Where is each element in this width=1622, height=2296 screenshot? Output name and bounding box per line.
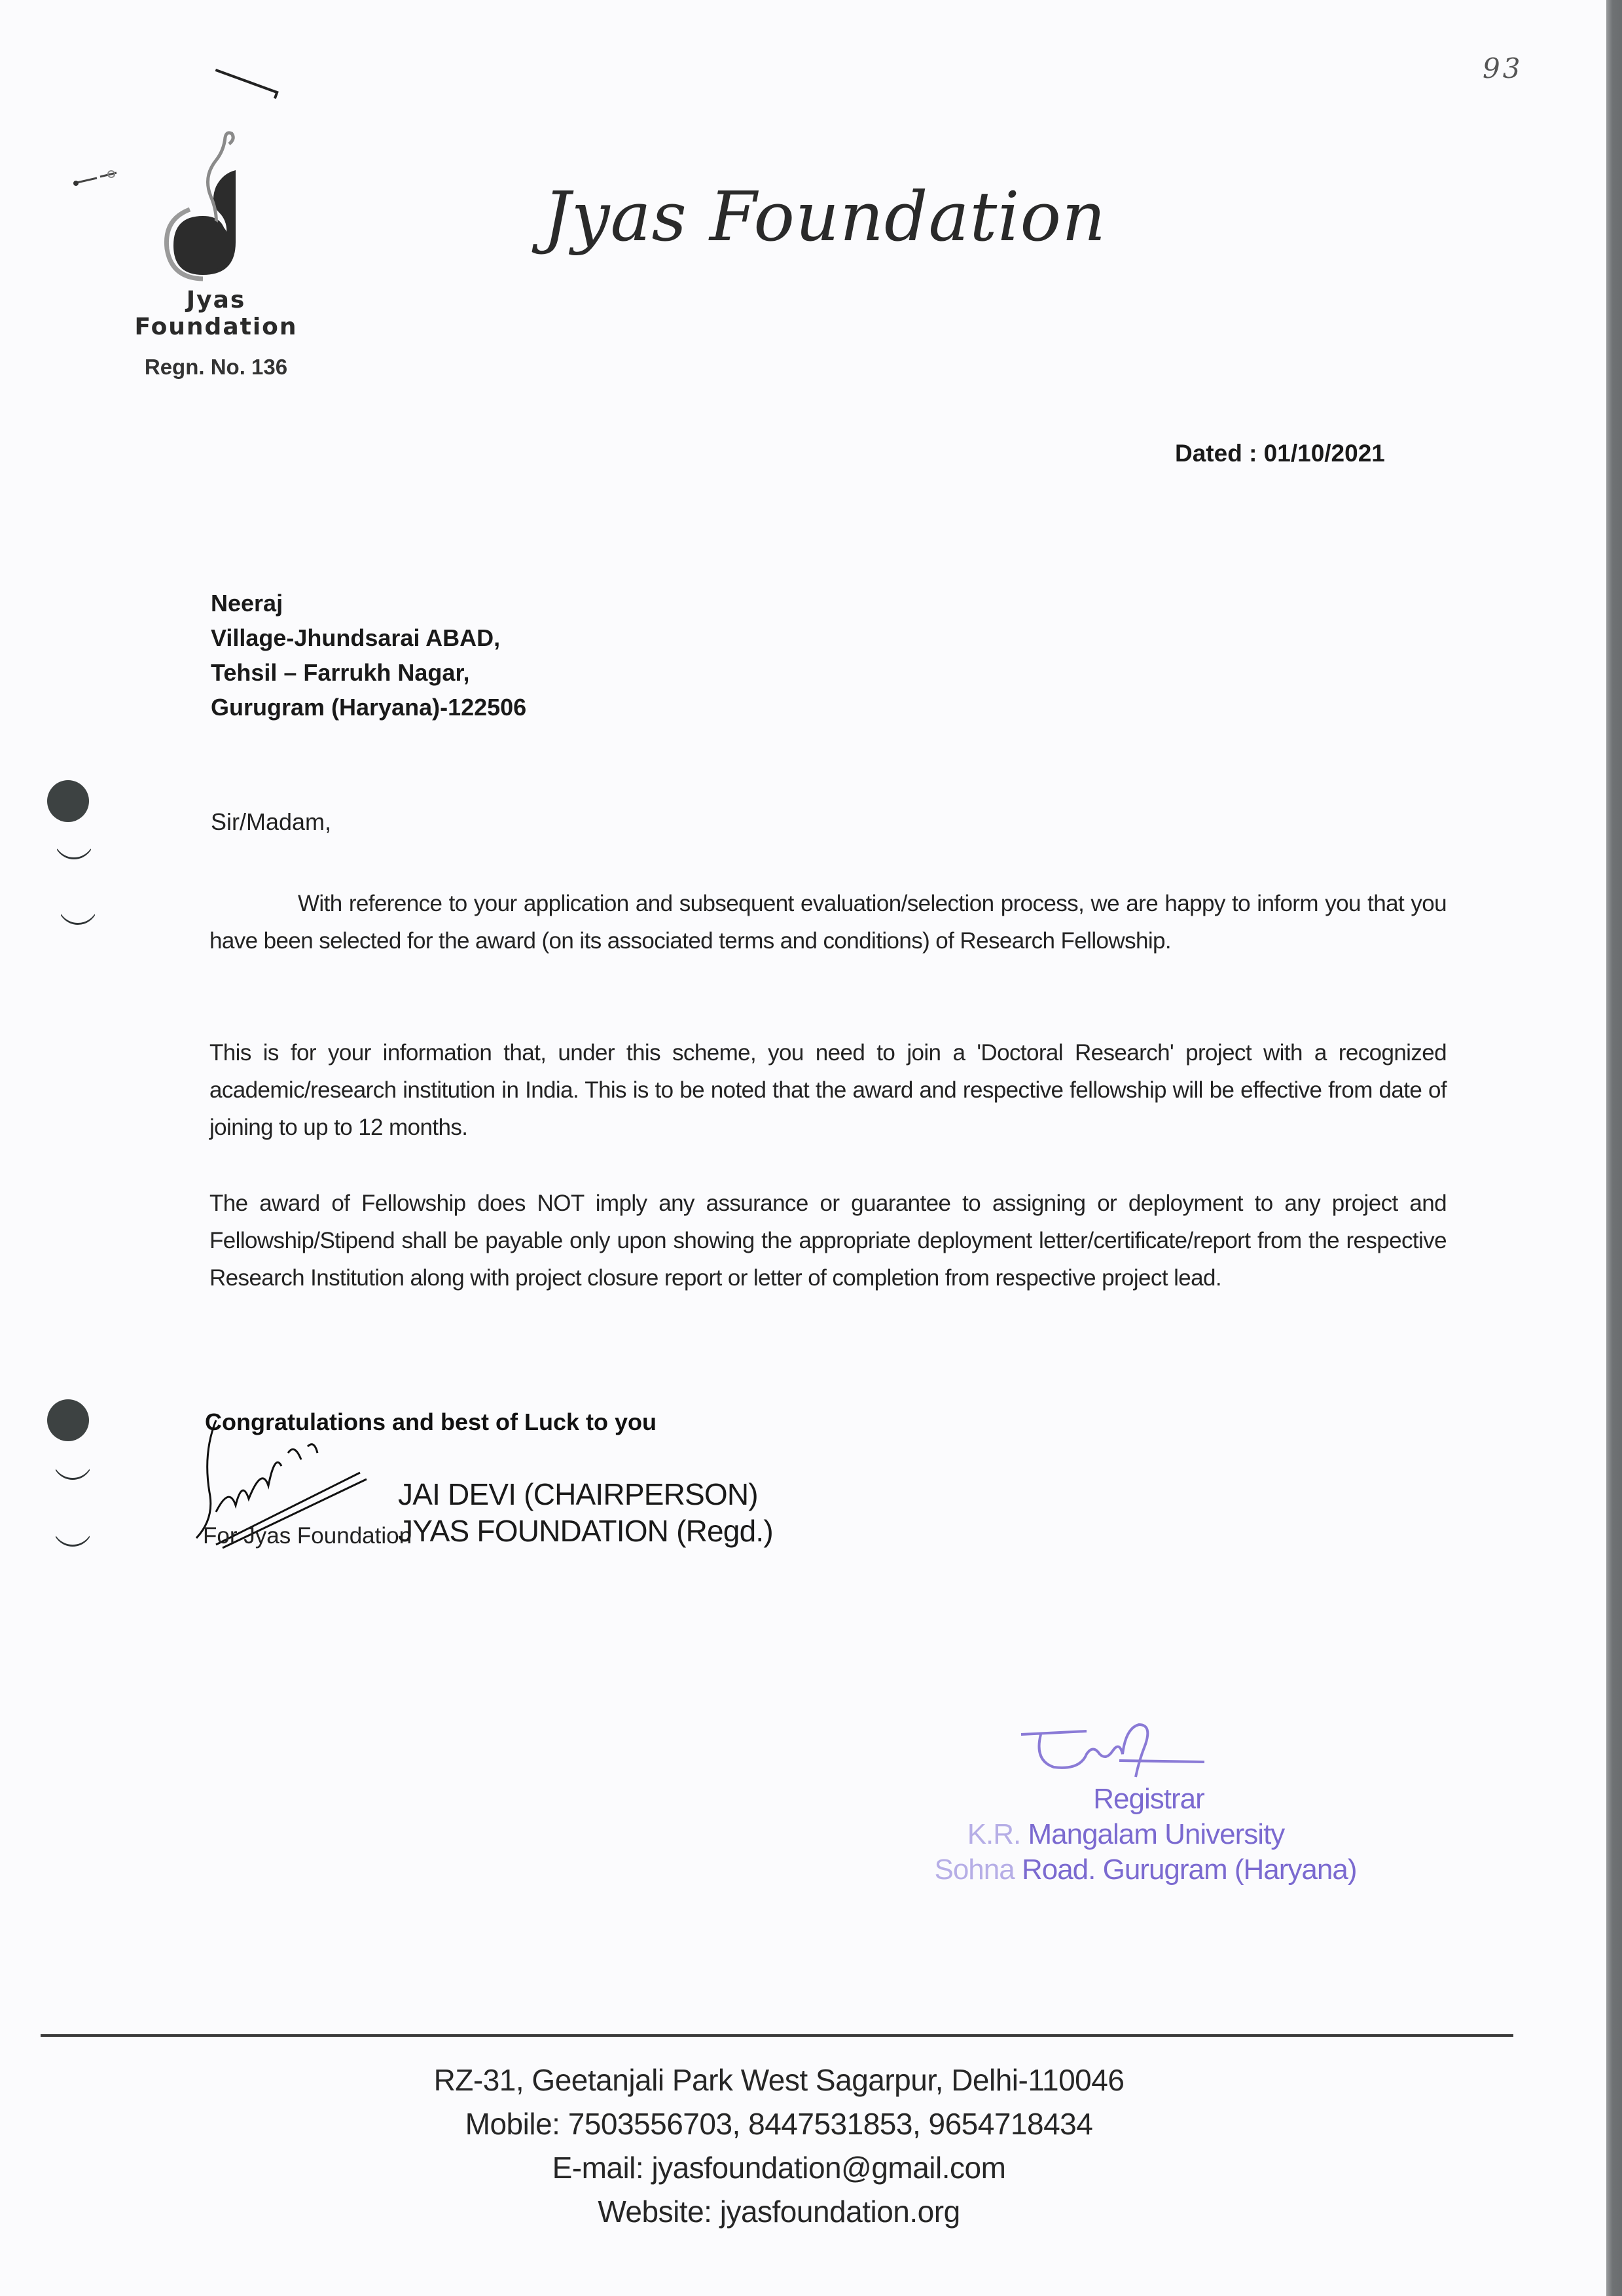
paragraph-3: The award of Fellowship does NOT imply any assurance or guarantee to assigning or deployment to any project and Fellowship/Stipend shall be payable only upon showing the appropriate deployment letter/certificate/report from the respective Research Institution along with project closure report or letter of completion from respective project lead.	[209, 1191, 1447, 1291]
footer-address: RZ-31, Geetanjali Park West Sagarpur, Delhi-110046	[433, 2063, 1125, 2097]
footer-mobile: Mobile: 7503556703, 8447531853, 9654718434	[465, 2107, 1093, 2141]
punch-hole-mark	[52, 1505, 93, 1547]
stamp-location	[916, 1854, 1375, 1886]
paragraph-1: With reference to your application and subsequent evaluation/selection process, we are happy to inform you that you have been selected for the award (on its associated terms and conditions) of Research Fellowship.	[209, 891, 1447, 954]
staple-mark	[208, 69, 278, 112]
registration-number: Regn. No. 136	[144, 355, 288, 379]
closing-line: Congratulations and best of Luck to you	[205, 1408, 657, 1435]
letterhead-title: Jyas Foundation	[543, 177, 1107, 257]
punch-hole-mark	[54, 818, 94, 859]
stamp-university-name: Mangalam University	[1028, 1818, 1285, 1850]
footer-contact	[0, 2058, 1558, 2234]
signatory-organization: JYAS FOUNDATION (Regd.)	[398, 1514, 773, 1548]
handwritten-page-number: 93	[1483, 52, 1523, 84]
recipient-address-line-3: Gurugram (Haryana)-122506	[211, 694, 527, 721]
recipient-address-line-1: Village-Jhundsarai ABAD,	[211, 624, 501, 651]
punch-hole-mark	[52, 1439, 93, 1480]
signatory-block	[398, 1476, 773, 1549]
footer-website: Website: jyasfoundation.org	[598, 2195, 960, 2229]
signatory-name-title: JAI DEVI (CHAIRPERSON)	[398, 1477, 758, 1511]
footer-email: E-mail: jyasfoundation@gmail.com	[552, 2151, 1006, 2185]
jyas-logo-icon	[164, 124, 268, 281]
stamp-university-prefix: K.R.	[967, 1818, 1028, 1850]
registrar-signature	[1015, 1715, 1211, 1787]
recipient-address	[211, 586, 526, 725]
stamp-university	[877, 1818, 1375, 1851]
stamp-registrar: Registrar	[1093, 1783, 1204, 1815]
footer-divider	[41, 2034, 1513, 2037]
letter-date: Dated : 01/10/2021	[1175, 440, 1385, 467]
registrar-stamp	[903, 1715, 1375, 1886]
scan-edge-shadow	[1606, 0, 1622, 2296]
paragraph-2: This is for your information that, under this scheme, you need to join a 'Doctoral Research' project with a recognized academic/research institution in India. This is to be noted that the award and respective fellowship will be effective from date of joining to up to 12 months.	[209, 1040, 1447, 1140]
for-foundation-line: For Jyas Foundation	[203, 1523, 412, 1549]
stamp-location-text: Road. Gurugram (Haryana)	[1021, 1854, 1357, 1886]
logo-block	[105, 124, 327, 380]
recipient-name: Neeraj	[211, 590, 283, 617]
salutation: Sir/Madam,	[211, 808, 332, 835]
recipient-address-line-2: Tehsil – Farrukh Nagar,	[211, 659, 470, 686]
punch-hole	[47, 780, 89, 822]
punch-hole-mark	[58, 884, 98, 925]
logo-name: Jyas Foundation	[134, 287, 298, 340]
punch-hole	[47, 1399, 89, 1441]
stamp-location-prefix: Sohna	[934, 1854, 1022, 1886]
